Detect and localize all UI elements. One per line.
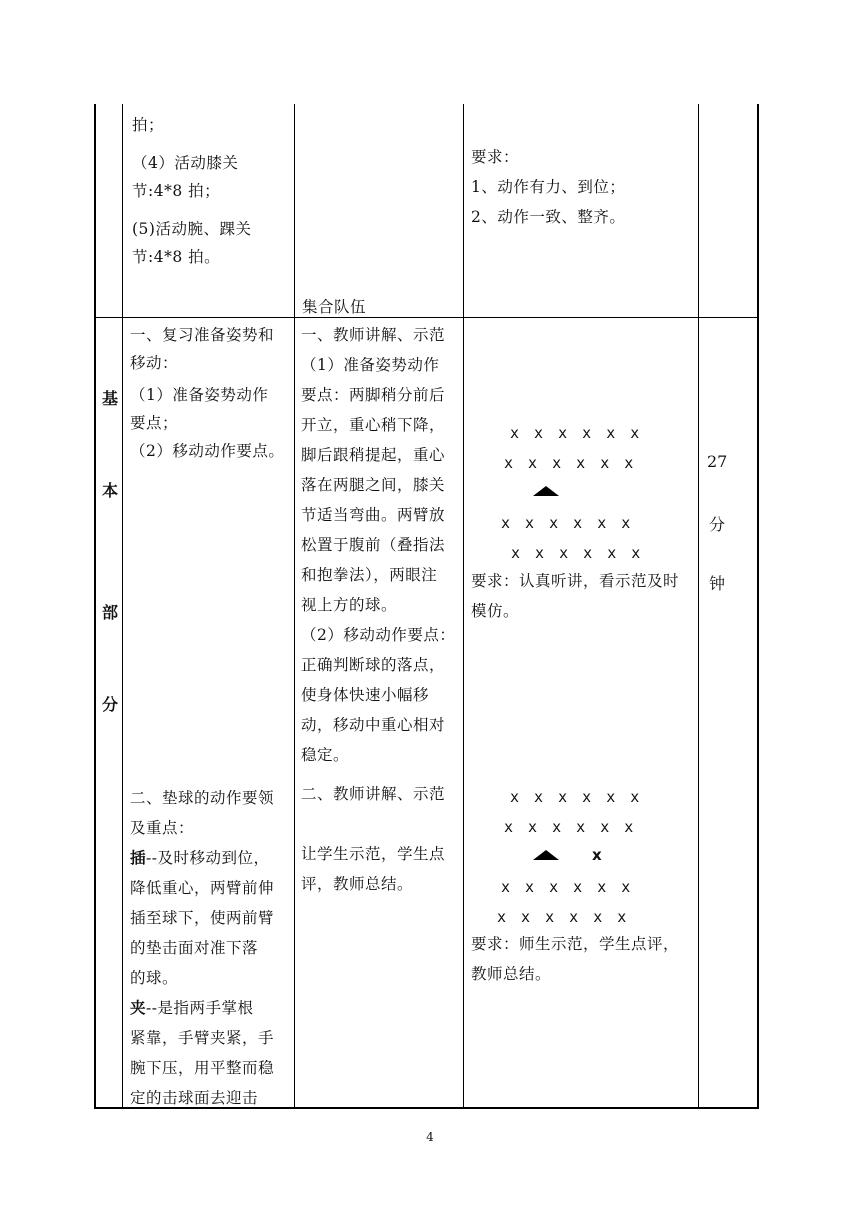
method-line: （2）移动动作要点：	[301, 626, 456, 644]
method-line: 松置于腹前（叠指法	[301, 536, 446, 554]
method-line: 动，移动中重心相对	[301, 716, 446, 734]
formation-row: x x x x x x	[501, 514, 634, 532]
requirement-line: 要求：师生示范，学生点评，	[471, 935, 680, 953]
content-line: 的球。	[130, 969, 179, 987]
method-line: 让学生示范，学生点	[301, 845, 446, 863]
side-label-char: 本	[101, 481, 118, 500]
content-line: 要点；	[130, 414, 179, 432]
content-line: 节:4*8 拍；	[132, 182, 221, 200]
content-line: （4）活动膝关	[132, 154, 239, 172]
clamp-keyword: 夹	[130, 998, 147, 1017]
content-line: 二、垫球的动作要领	[130, 789, 275, 807]
organization-label	[302, 293, 366, 321]
content-line: 插至球下，使两前臂	[130, 909, 275, 927]
formation-row: x x x x x x	[501, 878, 634, 896]
content-line: （1）准备姿势动作	[130, 386, 269, 404]
table-border-left	[94, 104, 96, 1108]
content-line: 降低重心，两臂前伸	[130, 879, 275, 897]
method-line: 要点：两脚稍分前后	[301, 386, 446, 404]
insert-line	[130, 844, 292, 872]
method-line: 开立，重心稍下降，	[301, 416, 446, 434]
method-line: 一、教师讲解、示范	[301, 326, 446, 344]
insert-keyword: 插	[130, 848, 147, 867]
formation2-requirement	[471, 930, 697, 988]
method-line: 二、教师讲解、示范	[301, 785, 446, 803]
method-line: 脚后跟稍提起，重心	[301, 446, 446, 464]
method-line: 评，教师总结。	[301, 875, 414, 893]
main-method-part1	[301, 321, 461, 769]
table-border-right	[757, 104, 759, 1108]
content-line: 及重点：	[130, 819, 195, 837]
method-line	[301, 810, 461, 838]
method-line: 落在两腿之间，膝关	[301, 476, 446, 494]
content-line: 紧靠，手臂夹紧，手	[130, 1029, 275, 1047]
content-line: (5)活动腕、踝关	[132, 220, 252, 238]
method-line: 视上方的球。	[301, 596, 398, 614]
warmup-requirements	[471, 143, 695, 231]
requirement-line: 要求：认真听讲，看示范及时	[471, 572, 680, 590]
time-value: 27	[707, 452, 728, 471]
requirement-line: 2、动作一致、整齐。	[471, 208, 626, 226]
side-label-char: 分	[101, 695, 118, 714]
time-unit-char: 钟	[709, 574, 726, 593]
content-line: --是指两手掌根	[146, 999, 254, 1017]
formation-row: x x x x x x	[510, 788, 643, 806]
requirement-line: 1、动作有力、到位；	[471, 178, 626, 196]
main-content-part2	[130, 784, 292, 1112]
warmup-content	[132, 111, 292, 271]
side-label-char: 基	[101, 389, 118, 408]
clamp-line	[130, 994, 292, 1022]
requirement-line: 模仿。	[471, 602, 520, 620]
teacher-triangle-icon	[533, 850, 559, 860]
method-line: 使身体快速小幅移	[301, 686, 430, 704]
time-unit-char: 分	[709, 515, 726, 534]
content-line: 的垫击面对准下落	[130, 939, 259, 957]
content-line: --及时移动到位，	[146, 849, 270, 867]
formation-row: x x x x x x	[504, 454, 637, 472]
content-line: 一、复习准备姿势和	[130, 326, 275, 344]
formation-row: x x x x x x	[504, 818, 637, 836]
table-divider-organization	[698, 104, 699, 1108]
content-line: 移动：	[130, 354, 179, 372]
content-line: 腕下压，用平整而稳	[130, 1059, 275, 1077]
page-number: 4	[426, 1130, 434, 1144]
table-divider-side	[122, 104, 123, 1108]
table-divider-method	[463, 104, 464, 1108]
method-line: （1）准备姿势动作	[301, 356, 440, 374]
content-line: 定的击球面去迎击	[130, 1089, 259, 1107]
main-content-part1	[130, 321, 292, 465]
table-row-divider	[94, 317, 759, 318]
table-divider-content	[294, 104, 295, 1108]
organization-text: 集合队伍	[302, 298, 367, 316]
student-demonstrator-mark: x	[592, 846, 602, 864]
formation-row: x x x x x x	[511, 544, 644, 562]
requirement-line: 要求：	[471, 148, 520, 166]
method-line: 正确判断球的落点，	[301, 656, 446, 674]
teacher-triangle-icon	[533, 486, 559, 496]
method-line: 节适当弯曲。两臂放	[301, 506, 446, 524]
content-line: （2）移动动作要点。	[130, 442, 285, 460]
formation-row: x x x x x x	[510, 424, 643, 442]
main-method-part2	[301, 780, 461, 898]
method-line: 和抱拳法），两眼注	[301, 566, 438, 584]
method-line: 稳定。	[301, 746, 350, 764]
requirement-line: 教师总结。	[471, 965, 552, 983]
content-line: 拍；	[132, 116, 165, 134]
side-label-char: 部	[101, 603, 118, 622]
content-line: 节:4*8 拍。	[132, 248, 221, 266]
formation-row: x x x x x x	[497, 908, 630, 926]
formation1-requirement	[471, 567, 697, 625]
